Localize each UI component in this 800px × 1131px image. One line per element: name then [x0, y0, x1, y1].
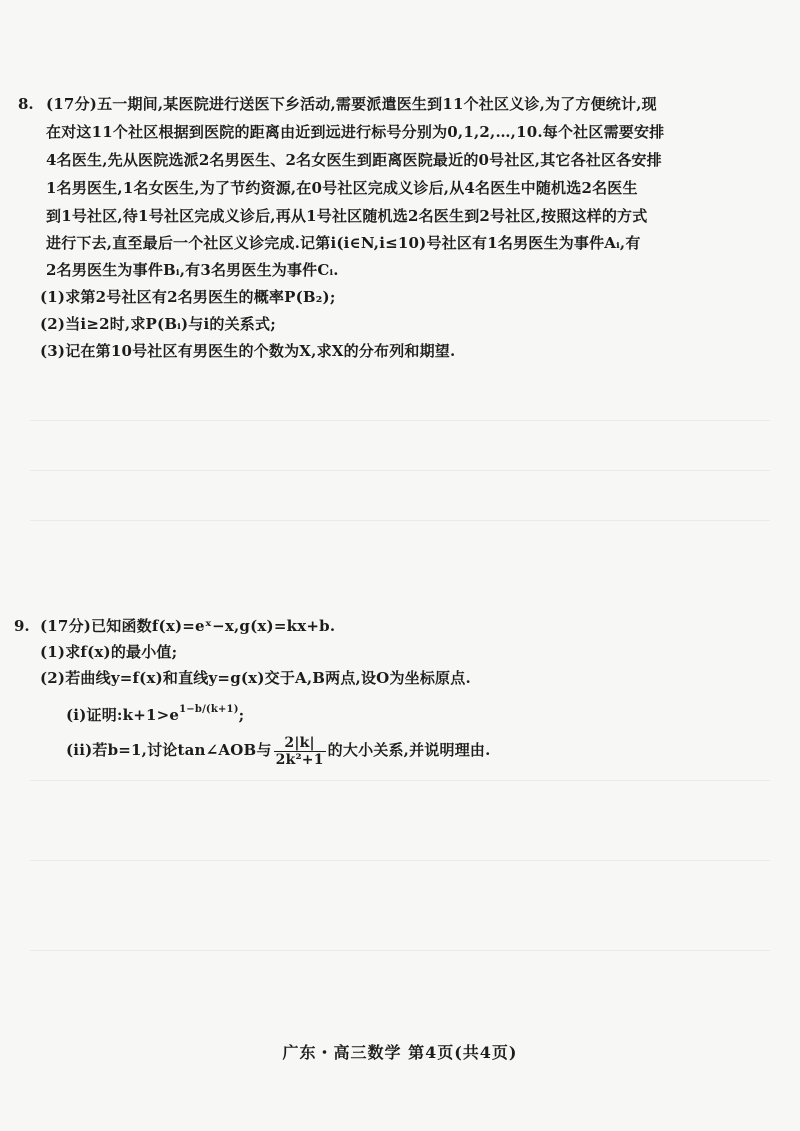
q18-line-6: 进行下去,直至最后一个社区义诊完成.记第i(i∈N,i≤10)号社区有1名男医生为事件Aᵢ,有 [46, 234, 641, 252]
q19-stem: (17分)已知函数f(x)=eˣ−x,g(x)=kx+b. [40, 617, 336, 635]
q19-part-1: (1)求f(x)的最小值; [40, 643, 178, 661]
page-footer: 广东・高三数学 第4页(共4页) [282, 1043, 518, 1062]
q19-fraction [274, 735, 326, 768]
q18-line-7: 2名男医生为事件Bᵢ,有3名男医生为事件Cᵢ. [46, 261, 339, 279]
q18-part-2: (2)当i≥2时,求P(Bᵢ)与i的关系式; [40, 315, 276, 333]
q19-sub-i-suffix: ; [238, 706, 245, 724]
q18-line-5: 到1号社区,待1号社区完成义诊后,再从1号社区随机选2名医生到2号社区,按照这样的方式 [46, 207, 648, 225]
q18-part-1: (1)求第2号社区有2名男医生的概率P(B₂); [40, 288, 336, 306]
q18-line-2: 在对这11个社区根据到医院的距离由近到远进行标号分别为0,1,2,…,10.每个社区需要安排 [46, 123, 665, 141]
q18-line-3: 4名医生,先从医院选派2名男医生、2名女医生到距离医院最近的0号社区,其它各社区各安排 [46, 151, 662, 169]
q19-sub-i [66, 698, 786, 727]
q19-sub-ii-prefix: (ii)若b=1,讨论tan∠AOB与 [66, 741, 272, 759]
q19-sub-ii [66, 732, 786, 768]
q18-line-1: (17分)五一期间,某医院进行送医下乡活动,需要派遣医生到11个社区义诊,为了方便统计,现 [46, 95, 657, 113]
question-18-number: 8. [18, 95, 34, 113]
q19-part-2: (2)若曲线y=f(x)和直线y=g(x)交于A,B两点,设O为坐标原点. [40, 669, 471, 687]
q19-fraction-denominator: 2k²+1 [275, 751, 324, 768]
q19-sub-ii-suffix: 的大小关系,并说明理由. [327, 741, 491, 759]
question-19-number: 9. [14, 617, 30, 635]
q19-sub-i-exponent: 1−b/(k+1) [179, 704, 239, 715]
q19-fraction-numerator: 2|k| [274, 735, 326, 752]
q19-sub-i-prefix: (i)证明:k+1>e [66, 706, 180, 724]
q18-line-4: 1名男医生,1名女医生,为了节约资源,在0号社区完成义诊后,从4名医生中随机选2名医生 [46, 179, 638, 197]
q18-part-3: (3)记在第10号社区有男医生的个数为X,求X的分布列和期望. [40, 342, 456, 360]
